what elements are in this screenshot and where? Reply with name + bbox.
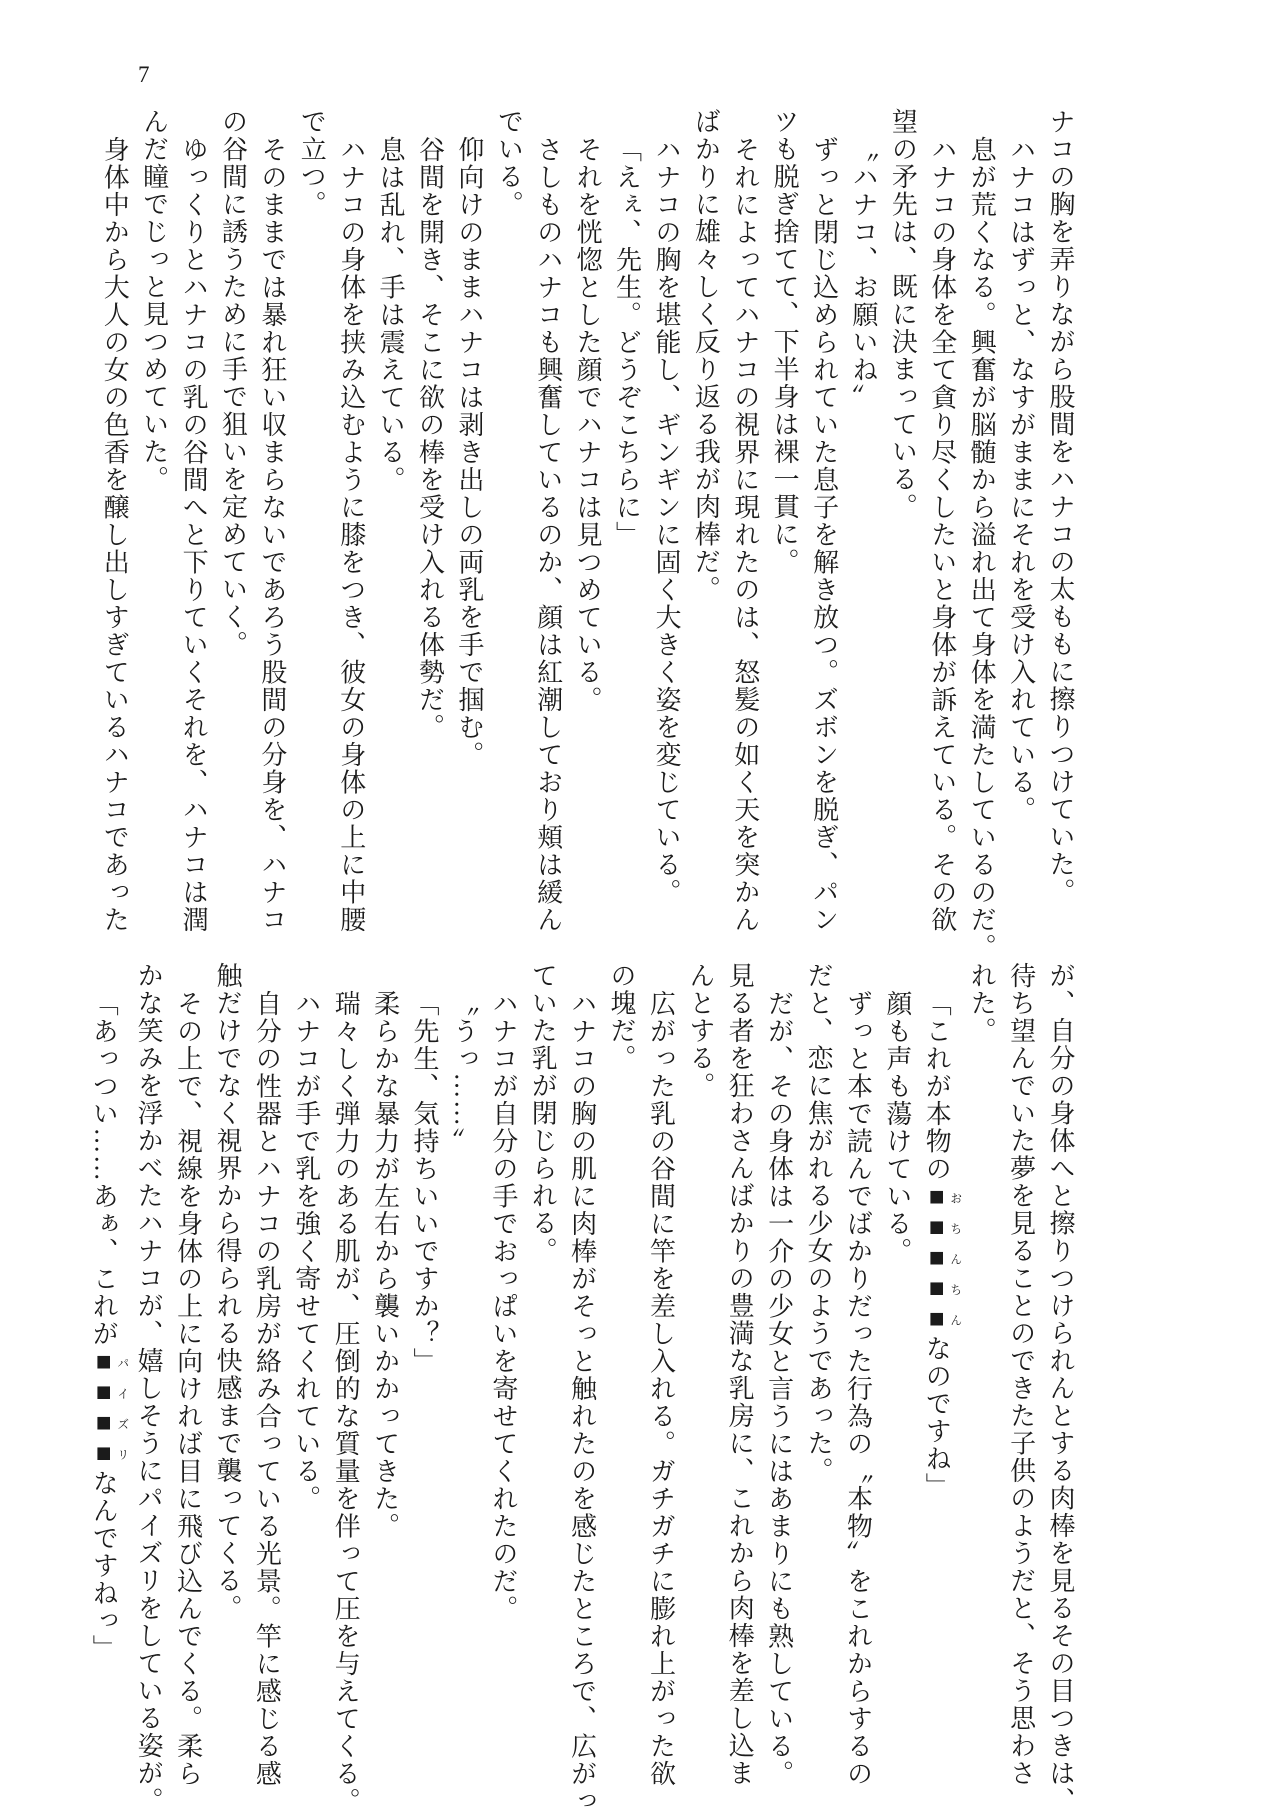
text-column: の塊だ。 <box>607 962 637 1072</box>
text-column: だが、その身体は一介の少女と言うにはあまりにも熟している。 <box>764 989 794 1787</box>
text-column: 望の矛先は、既に決まっている。 <box>888 108 918 521</box>
text-column: ばかりに雄々しく反り返る我が肉棒だ。 <box>691 108 721 603</box>
text-column: 顔も声も蕩けている。 <box>882 989 912 1265</box>
text-column: 自分の性器とハナコの乳房が絡み合っている光景。竿に感じる感 <box>252 989 282 1787</box>
text-column: 「えぇ、先生。どうぞこちらに」 <box>612 135 642 548</box>
text-column: さしものハナコも興奮しているのか、顔は紅潮しており頬は緩ん <box>533 135 563 933</box>
text-column: んだ瞳でじっと見つめていた。 <box>139 108 169 493</box>
text-column: 仰向けのままハナコは剥き出しの両乳を手で掴む。 <box>454 135 484 768</box>
text-column: の谷間に誘うために手で狙いを定めていく。 <box>218 108 248 658</box>
text-column: ゆっくりとハナコの乳の谷間へと下りていくそれを、ハナコは潤 <box>179 135 209 933</box>
text-column: 〝ハナコ、お願いね〟 <box>848 135 878 411</box>
text-column: 息は乱れ、手は震えている。 <box>376 135 406 493</box>
text-column: それを恍惚とした顔でハナコは見つめている。 <box>573 135 603 713</box>
text-column: だと、恋に焦がれる少女のようであった。 <box>804 962 834 1485</box>
text-column: 広がった乳の谷間に竿を差し入れる。ガチガチに膨れ上がった欲 <box>646 989 676 1787</box>
text-column: 触だけでなく視界から得られる快感まで襲ってくる。 <box>212 962 242 1622</box>
text-column: ていた乳が閉じられる。 <box>528 962 558 1265</box>
text-column: 待ち望んでいた夢を見ることのできた子供のようだと、そう思わさ <box>1006 962 1036 1787</box>
text-column: が、自分の身体へと擦りつけられんとする肉棒を見るその目つきは、 <box>1046 962 1075 1815</box>
text-column: ハナコの胸の肌に肉棒がそっと触れたのを感じたところで、広がっ <box>567 989 597 1815</box>
text-column: 〝うっ……〟 <box>449 989 479 1155</box>
text-column: 「先生、気持ちいいですか？」 <box>410 989 439 1375</box>
text-column: んとする。 <box>685 962 715 1100</box>
text-column: そのままでは暴れ狂い収まらないであろう股間の分身を、ハナコ <box>257 135 287 933</box>
text-column: で立つ。 <box>297 108 327 218</box>
text-column: ずっと閉じ込められていた息子を解き放つ。ズボンを脱ぎ、パン <box>809 135 839 933</box>
text-column: 瑞々しく弾力のある肌が、圧倒的な質量を伴って圧を与えてくる。 <box>331 989 361 1815</box>
text-column: ハナコはずっと、なすがままにそれを受け入れている。 <box>1006 135 1036 823</box>
text-column: ハナコが手で乳を強く寄せてくれている。 <box>291 989 321 1512</box>
text-column: ツも脱ぎ捨てて、下半身は裸一貫に。 <box>770 108 800 576</box>
text-column: 身体中から大人の女の色香を醸し出しすぎているハナコであった <box>100 135 130 933</box>
text-column: 見る者を狂わさんばかりの豊満な乳房に、これから肉棒を差し込ま <box>725 962 755 1787</box>
text-block-bottom <box>84 962 1080 1814</box>
text-column: でいる。 <box>494 108 524 218</box>
text-column: ナコの胸を弄りながら股間をハナコの太ももに擦りつけていた。 <box>1046 108 1075 906</box>
text-block-top <box>95 108 1080 960</box>
text-column: 柔らかな暴力が左右から襲いかかってきた。 <box>370 989 400 1540</box>
page-number: 7 <box>138 62 150 87</box>
text-column: その上で、視線を身体の上に向ければ目に飛び込んでくる。柔ら <box>173 989 203 1787</box>
censored-word-with-furigana: ■■■■パイズリ <box>89 1347 130 1469</box>
censored-word-with-furigana: ■■■■■おちんちん <box>922 1182 963 1335</box>
text-column: 「あっつい……あぁ、これが■■■■パイズリなんですねっ」 <box>89 989 130 1662</box>
text-column: それによってハナコの視界に現れたのは、怒髪の如く天を突かん <box>730 135 760 933</box>
text-column: 「これが本物の■■■■■おちんちんなのですね」 <box>922 989 963 1500</box>
text-column: 息が荒くなる。興奮が脳髄から溢れ出て身体を満たしているのだ。 <box>967 135 997 961</box>
text-column: ハナコの胸を堪能し、ギンギンに固く大きく姿を変じている。 <box>651 135 681 906</box>
text-column: れた。 <box>967 962 997 1045</box>
text-column: ハナコの身体を挟み込むように膝をつき、彼女の身体の上に中腰 <box>336 135 366 933</box>
text-column: 谷間を開き、そこに欲の棒を受け入れる体勢だ。 <box>415 135 445 741</box>
text-column: かな笑みを浮かべたハナコが、嬉しそうにパイズリをしている姿が。 <box>134 962 164 1815</box>
text-column: ハナコが自分の手でおっぱいを寄せてくれたのだ。 <box>488 989 518 1622</box>
text-column: ハナコの身体を全て貪り尽くしたいと身体が訴えている。その欲 <box>927 135 957 933</box>
text-column: ずっと本で読んでばかりだった行為の〝本物〟をこれからするの <box>843 989 873 1787</box>
